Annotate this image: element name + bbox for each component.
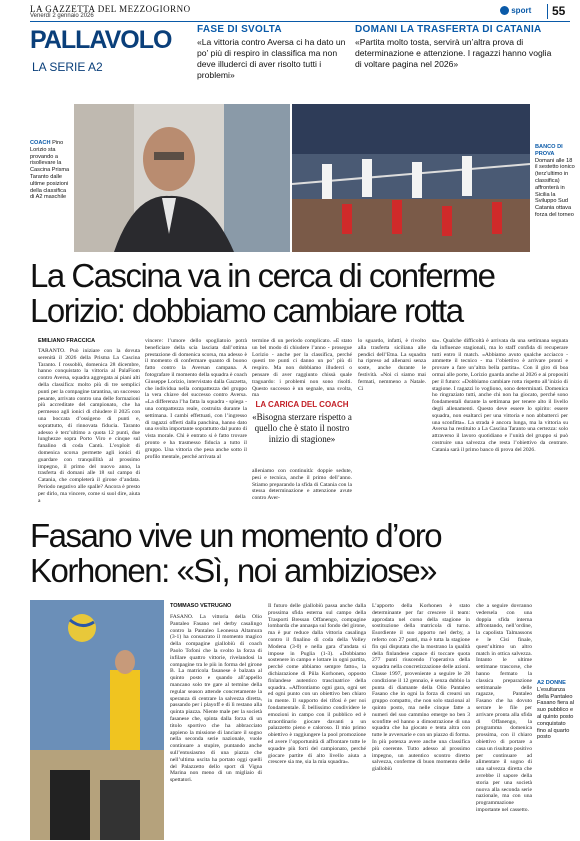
caption-banco-text: Domani alle 18 il sestetto ionico (terz’ultimo in classifica) affronterà in Sicilia la Sviluppo Sud Catania ottava forza del torneo (535, 157, 575, 218)
kicker-left-head: FASE DI SVOLTA (197, 24, 282, 35)
article1-col5: sa». Qualche difficoltà è arrivata da una settimana segnata da influenze stagionali, ma lo staff confida di recuperare tutti entro il match. «Abbiamo avuto qualche acciacco - ammette il tecnico - ma l’obiettivo è arrivare pronti e provare a fare un’altra bella partita». Con il giro di boa ormai alle porte, Lorizio guarda anche al 2026 e ai propositi per il futuro: «Dobbiamo cambiare rotta rispetto all’inizio di stagione. I ragazzi lo vogliono, sono determinati. Domenica ho ringraziato tutti, anche chi non ha giocato, perché sono fondamentali durante la settimana per tenere alto il livello degli allenamenti. Questo deve essere lo spirito: essere squadra, non esaltarci per una vittoria e non abbatterci per una sconfitta». La strada è ancora lunga, ma la vittoria su Aversa ha restituito a La Cascina Taranto una certezza: solo attraverso il lavoro quotidiano e l’unità del gruppo si può costruire una salvezza che resta l’obiettivo da centrare. Catania sarà il primo banco di prova del 2026. (432, 338, 568, 453)
article1-col1: TARANTO. Può iniziare con la dovuta serenità il 2026 della Prisma La Cascina Taranto. I rossoblù, domenica 28 dicembre, hanno conquistato la vittoria al PalaFiom contro Aversa, squadra aggregata ai piani alti della classifica: molto più di tre semplici punti per la compagine tarantina, un successo pesante, arrivato contro una delle formazioni più accreditate del campionato, che ha permesso agli ionici di chiudere il 2025 con una boccata d’ossigeno di punti e, soprattutto, di rinnovata fiducia. Taranto adesso è terz’ultimo a quota 12 punti, due lunghezze sopra Porto Viro e cinque sul fanalino di coda Cantù. L’exploit di domenica scorsa permette agli ionici di guardare con tranquillità al prossimo impegno, il primo del nuovo anno, la trasferta di domani alle 18 sul campo di Catania, che completerà il girone d’andata. Periodo negativo alle spalle? Ancora è presto per dirlo, ma vincere, come si suol dire, aiuta a (38, 348, 140, 504)
fasano-photo-image (30, 600, 164, 840)
match-photo (292, 104, 530, 252)
caption-banco (535, 144, 575, 219)
pull-quote-head: LA CARICA DEL COACH (255, 400, 349, 409)
article2-col2: Il futuro delle giallobiù passa anche dalla prossima sfida esterna sul campo della Trasporti Bressan Offanengo, compagine lombarda che annaspa sul fondo del girone, ma è pur reduce dalla vittoria casalinga contro il finalino di coda della Volley Modena (3-0) e nella gara d’andata si impose in Puglia (1-3). «Dobbiamo sostenere in campo e lottare in ogni partita, perché come abbiamo sempre fatto», la dichiarazione di Piila Korhonen, opposto finlandese autentico trascinatrice della squadra. «Affrontiamo ogni gara, ogni set ed ogni punto con un obiettivo ben chiaro in mente. Il supporto dei tifosi è per noi fondamentale. È bellissimo condividere le emozioni in campo con il pubblico ed è straordinario giocare davanti a un palazzetto pieno e caloroso. Il mio primo obiettivo è raggiungere la pool promozione ed avere l’opportunità di affrontare tutte le squadre più forti del campionato, perché giocare partite di alto livello aiuta a crescere sia me, sia la mia squadra». (268, 603, 366, 766)
newspaper-name: LA GAZZETTA DEL MEZZOGIORNO (30, 4, 191, 14)
kicker-right-head: DOMANI LA TRASFERTA DI CATANIA (355, 24, 542, 35)
article2-headline-line2: Korhonen: «Sì, noi ambiziose» (30, 552, 436, 589)
section-subtitle: LA SERIE A2 (32, 60, 103, 74)
article1-col4: lo sguardo, infatti, è rivolto alla trasferta siciliana alle pendici dell’Etna. La squadra ha ripreso ad allenarsi senza soste, anche durante le festività. «Noi ci siamo mai fermati, nemmeno a Natale. Ci (358, 338, 426, 392)
section-title: PALLAVOLO (30, 26, 172, 54)
kicker-right (355, 24, 560, 70)
article2-headline (30, 518, 570, 588)
article1-col2: vincere: l’umore dello spogliatoio potrà beneficiare della scia lasciata dall’ottima prestazione di domenica scorsa, ma adesso è il momento di confermare quanto di buono fatto contro la Aversan campana. A fotografare il momento della squadra è coach Giuseppe Lorizio, intervistato dalla Gazzetta, che individua nella compattezza del gruppo la vera chiave del successo contro Aversa. «La differenza l’ha fatta la squadra - spiega - una compattezza reale, costruita durante la settimana. I cambi effettuati, con l’ingresso di ragazzi offerti dalla panchina, hanno dato una svolta importante soprattutto dal punto di vista morale. Chi è entrato si è fatto trovare pronto e ha trasmesso fiducia a tutto il gruppo. Una vittoria che pesa anche sotto il profilo mentale, perché arrivata al (145, 338, 247, 460)
masthead-rule (30, 21, 570, 22)
article1-headline-line2: Lorizio: dobbiamo cambiare rotta (30, 292, 463, 329)
page-number: 55 (552, 4, 566, 18)
article2-caption (537, 680, 575, 741)
sport-logo-icon (500, 6, 509, 15)
caption-coach-label: COACH (30, 140, 51, 146)
article2-caption-label: A2 DONNE (537, 680, 566, 686)
caption-banco-label: BANCO DI PROVA (535, 144, 563, 157)
coach-photo (74, 104, 290, 252)
caption-coach-text: Pino Lorizio sta provando a risollevare la Cascina Prisma Taranto dalle ultime posizioni della classifica di A2 maschile (30, 140, 70, 201)
article1-col3-bottom: alleniamo con continuità: doppie sedute, pesi e tecnica, anche il primo dell’anno. Stiamo preparando la sfida di Catania con la stessa determinazione e attenzione avute contro Aver- (252, 468, 352, 502)
article2-col1: FASANO. La vittoria della Olio Pantaleo Fasano nel derby casalingo contro la Pantaleo Leonessa Altamura (3-1) ha consacrato il momento magico della compagine giallobiù di coach Paolo Tofoni che la svolto la forza di infilare quattro vittorie, rivelandosi la compagine tra le più in forma del girone B. La matricola fasanese è balzata al quinto posto e quando all’appello mancano solo tre gare al termine della regular season attende concretamente la speranza di centrare la salvezza diretta, passando per i playoff e di lì restano alla quinta piazza. Niente male per la società fasanese che, spinta dalla forza di un titolo sportivo che ha abbracciato appieno la missione di lanciare il sogno nella seconda serie nazionale, vuole continuare a stupire, puntando anche sull’entusiasmo di una piazza che nell’ultima uscita ha portato oggi quelli del Palazzetto dello sport di Vigna Marina non meno di un migliaio di spettatori. (170, 614, 262, 784)
article2-col4: che a seguire dovranno vedersela con una doppia sfida interna affrontando, nell’ordine, la capolista Talmassons e le Cisi finale, quest’ultimo un altro match in ottica salvezza. Intanto le ultime settimane trascorse, che hanno fermato la classica preparazione settimanale delle ragazze, Pantaleo Fasano che ha dovuto serrare le file per arrivare pronta alla sfida di Offanengo, la programma domenica prossima, con il chiaro obiettivo di portare a casa un risultato positivo per continuare ad alimentare il sogno di una salvezza diretta che avrebbe il sapore della storia per una società nuova alla seconda serie nazionale, ma con una programmazione importante nel cassetto. (476, 603, 532, 813)
article1-byline: EMILIANO FRACCICA (38, 338, 96, 344)
article1-headline-line1: La Cascina va in cerca di conferme (30, 257, 495, 294)
article1-col3-top: termine di un periodo complicato. «È stato un bel modo di chiudere l’anno - prosegue Lorizio - anche per la classifica, perché questi tre punti ci danno un po’ più di respiro. Ma non dobbiamo illuderci o pensare di aver raggiunto chissà quale traguardo: i problemi non sono risolti. Questo successo è un segnale, una svolta, ma (252, 338, 352, 398)
article2-col3: L’apporto della Korhonen è stato determinante per far crescere il team: approdata nel corso della stagione in sostituzione della matricola di turno. Esordiente il suo apporto nel derby, a referto con 27 punti, ma è tutta la stagione fin qui disputata che la mostrano la qualità della finlandese capace di toccare quota 277 punti riuscendo l’operativa della squadra nella concretizzazione delle azioni. Classe 1997, proveniente a seguire le 28 condizione il 12 gennaio, è senza dubbio la punta di diamante della Olio Pantaleo Fasano che in ogni la forza di crearsi un gruppo compatto, che non solo stazionai al quinto posto, ma nelle cinque fatte a numeri del suo cammino emerge no ben 3 sconfitte ed hanno a dimostrazione di una squadra che ha giocato e tenta altra con tutte le avversarie e con un piazzo di forma. In più potenza avere anche una classifica più coerente. Tutto adesso al prossimo impegno, un autentico scontro diretto salvezza, conferme di buon momento delle giallobiù (372, 603, 470, 773)
article2-headline-line1: Fasano vive un momento d’oro (30, 517, 442, 554)
article2-caption-text: L’esultanza della Pantaleo Fasano fiera al suo pubblico e al quinto posto conquistato fino al quarto posto (537, 686, 575, 741)
issue-date: Venerdì 2 gennaio 2026 (30, 13, 94, 19)
article2-byline: TOMMASO VETRUGNO (170, 603, 232, 609)
kicker-left-body: «La vittoria contro Aversa ci ha dato un po’ più di respiro in classifica ma non deve illuderci di aver risolto tutti i problemi» (197, 37, 346, 80)
page-divider (547, 4, 548, 19)
coach-pull-quote (250, 400, 354, 445)
match-photo-image (292, 104, 530, 252)
pull-quote-text: «Bisogna sterzare rispetto a quello che è stato il nostro inizio di stagione» (252, 412, 352, 444)
caption-coach (30, 140, 70, 201)
article1-headline (30, 258, 570, 328)
section-logo: sport (500, 6, 531, 15)
masthead (30, 4, 570, 20)
coach-photo-image (74, 104, 290, 252)
fasano-photo (30, 600, 164, 840)
kicker-left (197, 24, 347, 81)
kicker-right-body: «Partita molto tosta, servirà un’altra prova di determinazione e attenzione. I ragazzi hanno voglia di voltare pagina nel 2026» (355, 37, 552, 69)
